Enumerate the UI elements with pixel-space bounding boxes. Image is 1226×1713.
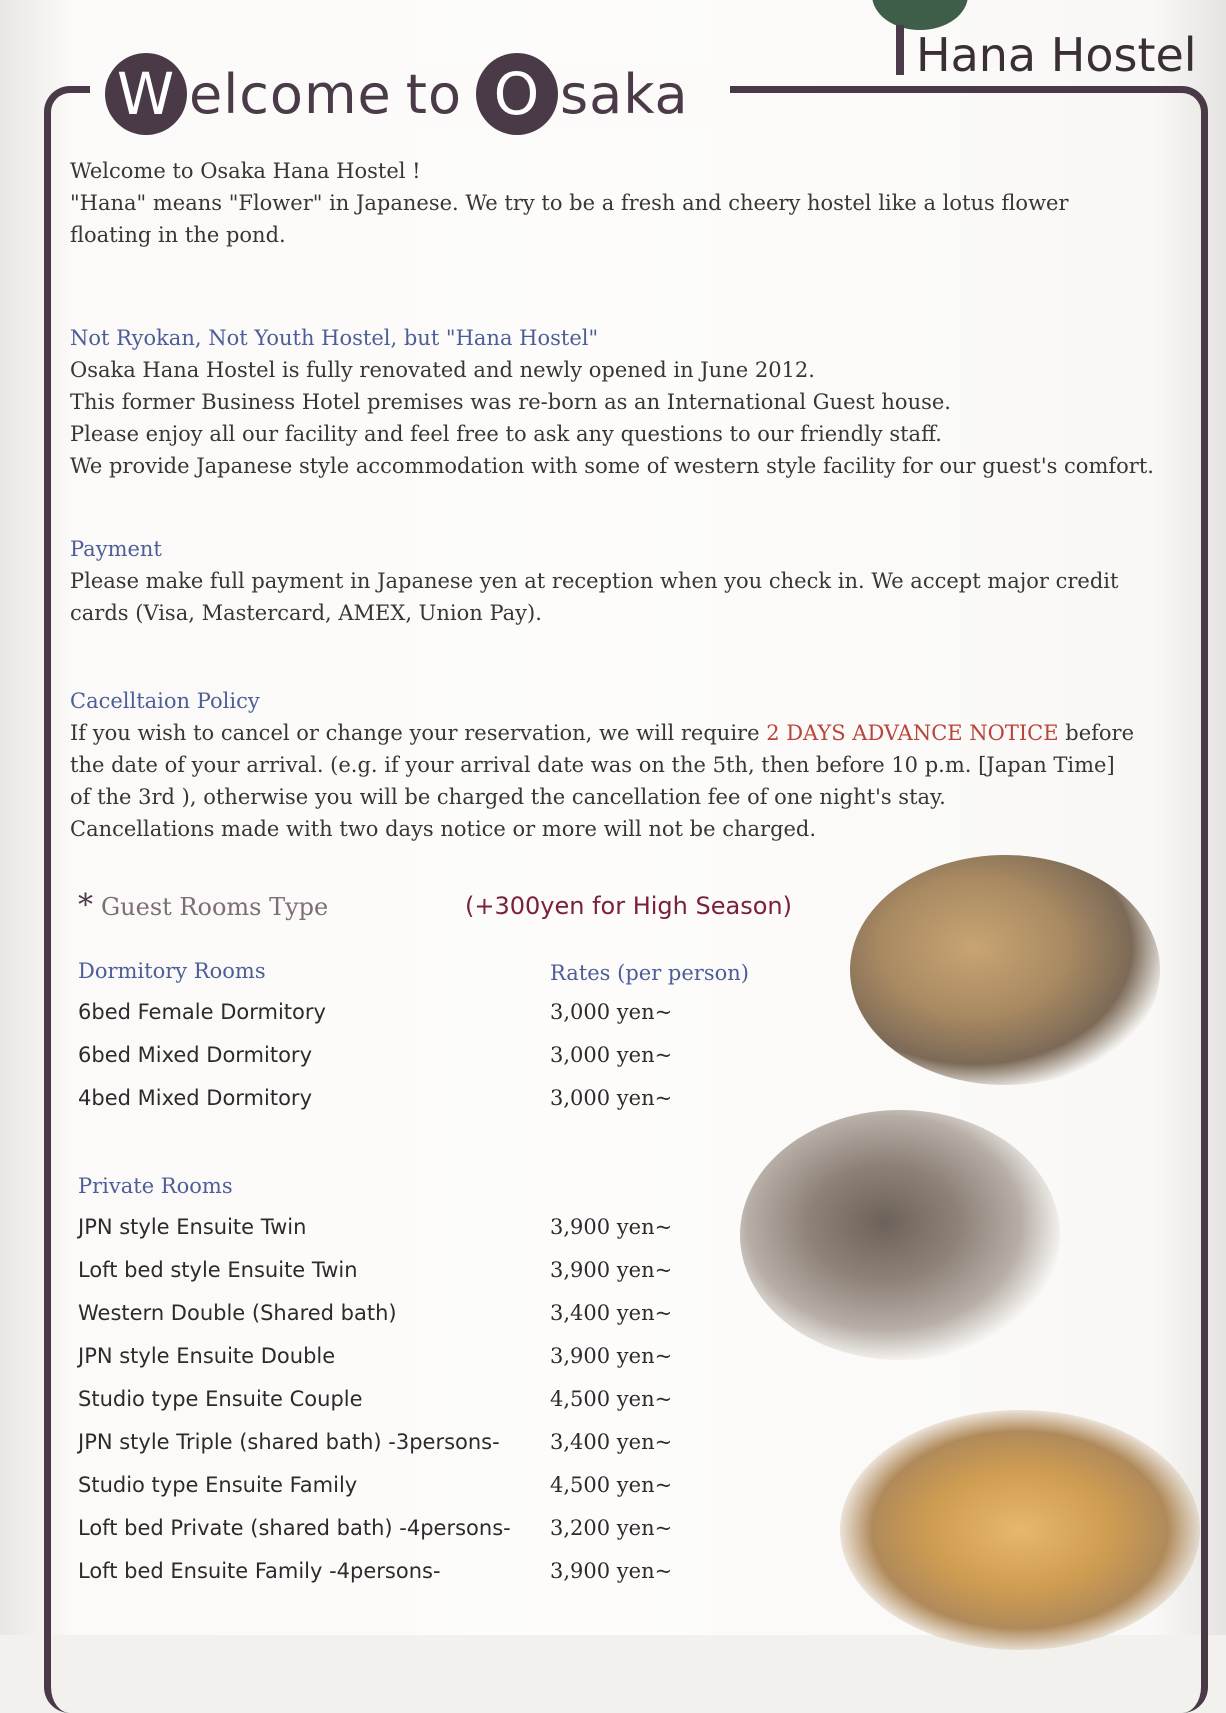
room-name: JPN style Triple (shared bath) -3persons- xyxy=(78,1429,500,1454)
room-row xyxy=(78,1549,718,1592)
room-row xyxy=(78,1506,718,1549)
logo-text: Hana Hostel xyxy=(916,28,1197,82)
page-title xyxy=(105,48,703,140)
payment-line: cards (Visa, Mastercard, AMEX, Union Pay). xyxy=(70,601,542,625)
about-line: We provide Japanese style accommodation with some of western style facility for our guest's comfort. xyxy=(70,454,1154,478)
room-row xyxy=(78,1033,718,1076)
title-initial-w: W xyxy=(105,53,187,135)
dormitory-list xyxy=(78,990,718,1119)
about-line: This former Business Hotel premises was re-born as an International Guest house. xyxy=(70,390,951,414)
cancellation-text: before xyxy=(1058,721,1135,745)
cancellation-line: of the 3rd ), otherwise you will be charged the cancellation fee of one night's stay. xyxy=(70,785,946,809)
room-name: 6bed Female Dormitory xyxy=(78,999,326,1024)
room-price: 4,500 yen~ xyxy=(550,1472,673,1497)
room-row xyxy=(78,1377,718,1420)
star-icon: * xyxy=(78,888,93,923)
room-row xyxy=(78,1420,718,1463)
room-price: 3,000 yen~ xyxy=(550,1085,673,1110)
about-section xyxy=(70,322,1154,482)
payment-section xyxy=(70,533,1118,629)
room-price: 3,000 yen~ xyxy=(550,999,673,1024)
cancellation-section xyxy=(70,685,1134,845)
room-price: 4,500 yen~ xyxy=(550,1386,673,1411)
tree-icon xyxy=(872,0,968,30)
room-price: 3,900 yen~ xyxy=(550,1257,673,1282)
room-name: Western Double (Shared bath) xyxy=(78,1300,397,1325)
payment-heading: Payment xyxy=(70,537,162,561)
cancellation-line: Cancellations made with two days notice or more will not be charged. xyxy=(70,817,817,841)
room-price: 3,400 yen~ xyxy=(550,1429,673,1454)
hostel-logo xyxy=(860,0,1200,90)
room-price: 3,900 yen~ xyxy=(550,1558,673,1583)
intro-line: Welcome to Osaka Hana Hostel ! xyxy=(70,159,421,183)
intro-line: "Hana" means "Flower" in Japanese. We try to be a fresh and cheery hostel like a lotus flower xyxy=(70,191,1069,215)
private-list xyxy=(78,1205,718,1592)
room-price: 3,900 yen~ xyxy=(550,1214,673,1239)
room-price: 3,400 yen~ xyxy=(550,1300,673,1325)
about-line: Osaka Hana Hostel is fully renovated and newly opened in June 2012. xyxy=(70,358,815,382)
room-name: 4bed Mixed Dormitory xyxy=(78,1085,312,1110)
room-row xyxy=(78,1076,718,1119)
room-name: Loft bed style Ensuite Twin xyxy=(78,1257,358,1282)
payment-line: Please make full payment in Japanese yen at reception when you check in. We accept major credit xyxy=(70,569,1119,593)
cancellation-line xyxy=(70,717,1134,749)
room-row xyxy=(78,990,718,1033)
private-heading: Private Rooms xyxy=(78,1174,233,1198)
rooms-title-text: Guest Rooms Type xyxy=(101,893,329,921)
advance-notice: 2 DAYS ADVANCE NOTICE xyxy=(766,721,1059,745)
room-name: Studio type Ensuite Family xyxy=(78,1472,358,1497)
cancellation-text: If you wish to cancel or change your reservation, we will require xyxy=(70,721,767,745)
rates-heading: Rates (per person) xyxy=(550,961,749,985)
cancellation-line: the date of your arrival. (e.g. if your arrival date was on the 5th, then before 10 p.m. [Japan Time] xyxy=(70,753,1115,777)
room-price: 3,200 yen~ xyxy=(550,1515,673,1540)
room-price: 3,000 yen~ xyxy=(550,1042,673,1067)
room-row xyxy=(78,1248,718,1291)
room-row xyxy=(78,1291,718,1334)
title-word-to: to xyxy=(405,62,462,126)
room-price: 3,900 yen~ xyxy=(550,1343,673,1368)
room-name: Loft bed Private (shared bath) -4persons- xyxy=(78,1515,511,1540)
room-name: Loft bed Ensuite Family -4persons- xyxy=(78,1558,441,1583)
intro-line: floating in the pond. xyxy=(70,223,286,247)
dormitory-heading: Dormitory Rooms xyxy=(78,959,266,983)
title-word-osaka: saka xyxy=(560,62,689,126)
studio-room-photo xyxy=(840,1410,1200,1650)
room-name: JPN style Ensuite Double xyxy=(78,1343,336,1368)
intro-section xyxy=(70,155,1069,251)
about-line: Please enjoy all our facility and feel free to ask any questions to our friendly staff. xyxy=(70,422,942,446)
room-row xyxy=(78,1463,718,1506)
title-word-welcome: elcome xyxy=(189,62,392,126)
season-note: (+300yen for High Season) xyxy=(465,892,792,920)
tree-trunk-icon xyxy=(896,25,904,75)
cancellation-heading: Cacelltaion Policy xyxy=(70,689,260,713)
loft-room-photo xyxy=(740,1110,1060,1360)
room-name: 6bed Mixed Dormitory xyxy=(78,1042,312,1067)
title-initial-o: O xyxy=(476,53,558,135)
room-name: JPN style Ensuite Twin xyxy=(78,1214,307,1239)
dormitory-photo xyxy=(850,855,1160,1085)
room-row xyxy=(78,1334,718,1377)
about-heading: Not Ryokan, Not Youth Hostel, but "Hana Hostel" xyxy=(70,326,599,350)
room-name: Studio type Ensuite Couple xyxy=(78,1386,363,1411)
rooms-title xyxy=(78,890,328,923)
room-row xyxy=(78,1205,718,1248)
